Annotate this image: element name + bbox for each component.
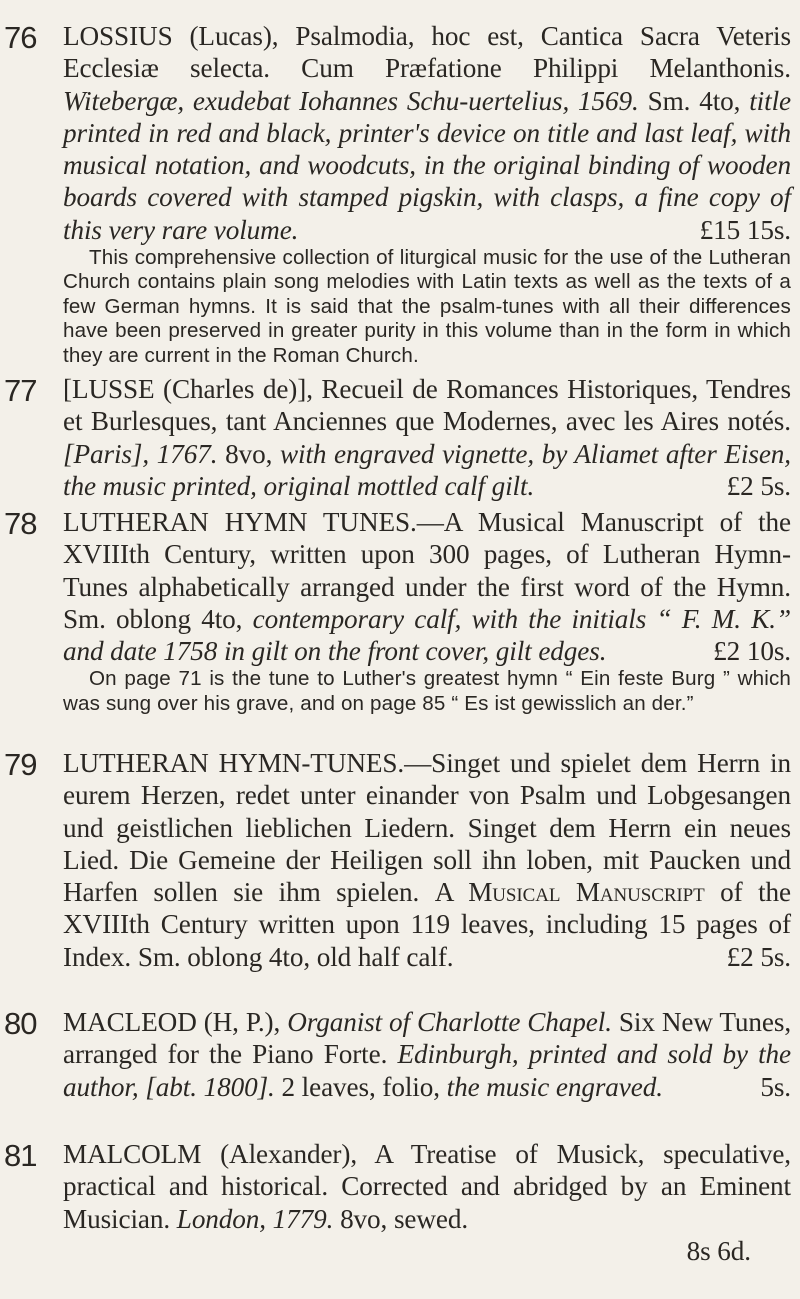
- entry-price: 8s 6d.: [686, 1235, 751, 1266]
- entry-text: [63, 1138, 791, 1267]
- entry-description: old half calf.: [316, 941, 454, 972]
- entry-price: £2 5s.: [726, 941, 791, 972]
- entry-format: 8vo,: [225, 438, 273, 469]
- entry-text: [63, 20, 791, 368]
- entry-text: [63, 747, 791, 973]
- entry-imprint: [Paris], 1767.: [63, 438, 218, 469]
- entry-note: On page 71 is the tune to Luther's greatest hymn “ Ein feste Burg ” which was sung over his grave, and on page 85 “ Es ist gewisslich an der.”: [63, 667, 791, 715]
- entry-head: MACLEOD (H, P.),: [63, 1007, 281, 1037]
- entry-price: £2 10s.: [713, 636, 791, 667]
- entry-number: 78: [4, 506, 37, 541]
- entry-description: with engraved vignette, by Aliamet after Eisen, the music printed, original mottled calf gilt.: [63, 438, 791, 501]
- entry-imprint: Witebergæ, exudebat Iohannes Schu-uertelius, 1569.: [63, 85, 639, 116]
- entry-description: the music engraved.: [446, 1071, 663, 1102]
- entry-title-italic: Organist of Charlotte Chapel.: [287, 1007, 612, 1037]
- entry-head: MALCOLM (Alexander), A Treatise of Musick, speculative, practical and historical. Corrected and abridged by an Eminent Musician.: [63, 1139, 791, 1234]
- entry-number: 79: [4, 747, 37, 782]
- entry-description: title printed in red and black, printer's device on title and last leaf, with musical notation, and woodcuts, in the original binding of wooden boards covered with stamped pigskin, with clasps, a fine copy of this very rare volume.: [63, 85, 791, 245]
- entry-price: 5s.: [760, 1071, 791, 1102]
- entry-head: LOSSIUS (Lucas), Psalmodia, hoc est, Cantica Sacra Veteris Ecclesiæ selecta. Cum Præfatione Philippi Melanthonis.: [63, 21, 791, 84]
- entry-price: £2 5s.: [726, 470, 791, 501]
- entry-number: 77: [4, 373, 37, 408]
- entry-number: 80: [4, 1006, 37, 1041]
- entry-number: 81: [4, 1138, 37, 1173]
- entry-manuscript-label: A Musical Manuscript: [434, 877, 705, 908]
- entry-note: This comprehensive collection of liturgical music for the use of the Lutheran Church contains plain song melodies with Latin texts as well as the texts of a few German hymns. It is said that the psalm-tunes with all their differences have been preserved in greater purity in this volume than in the form in which they are current in the Roman Church.: [63, 246, 791, 367]
- entry-format: 2 leaves, folio,: [281, 1071, 440, 1102]
- entry-text: [63, 1006, 791, 1103]
- entry-head: [LUSSE (Charles de)], Recueil de Romances Historiques, Tendres et Burlesques, tant Anciennes que Modernes, avec les Aires notés.: [63, 374, 791, 437]
- entry-format: 8vo, sewed.: [340, 1203, 469, 1234]
- entry-tail: of the XVIIIth Century written upon 119 leaves, including 15 pages of Index.: [63, 877, 791, 972]
- entry-format: Sm. oblong 4to,: [137, 941, 311, 972]
- entry-imprint: London, 1779.: [176, 1203, 334, 1234]
- entry-text: [63, 506, 791, 716]
- entry-price: £15 15s.: [699, 214, 791, 245]
- entry-description: contemporary calf, with the initials “ F. M. K.” and date 1758 in gilt on the front cover, gilt edges.: [63, 603, 792, 667]
- entry-tail: Six New Tunes, arranged for the Piano Forte.: [63, 1007, 792, 1070]
- entry-number: 76: [4, 20, 37, 55]
- entry-text: [63, 373, 791, 502]
- entry-imprint: Edinburgh, printed and sold by the author, [abt. 1800].: [63, 1039, 791, 1102]
- entry-format: Sm. oblong 4to,: [63, 603, 243, 634]
- entry-format: Sm. 4to,: [647, 85, 741, 116]
- entry-head: LUTHERAN HYMN-TUNES.—Singet und spielet dem Herrn in eurem Herzen, redet unter einander von Psalm und Lobgesangen und geistlichen lieblichen Liedern. Singet dem Herrn ein neues Lied. Die Gemeine der Heiligen soll ihn loben, mit Paucken und Harfen sollen sie ihm spielen.: [63, 748, 791, 908]
- entry-head: LUTHERAN HYMN TUNES.—A Musical Manuscript of the XVIIIth Century, written upon 300 pages, of Lutheran Hymn-Tunes alphabetically arranged under the first word of the Hymn.: [63, 507, 791, 602]
